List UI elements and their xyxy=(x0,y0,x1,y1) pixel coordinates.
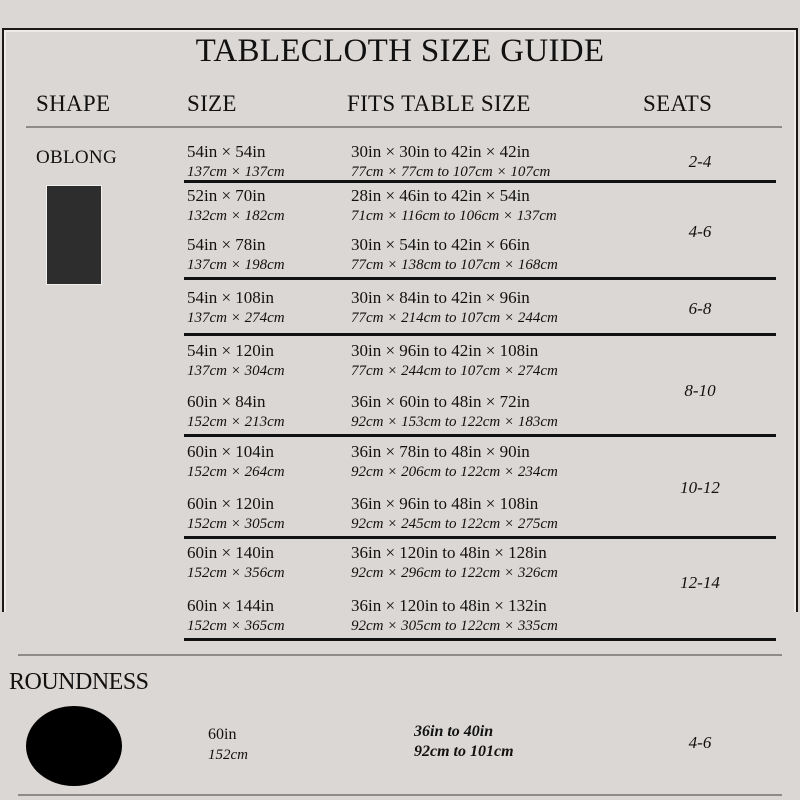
fits-cell xyxy=(351,341,558,381)
size-cm: 152cm × 213cm xyxy=(187,414,285,430)
seats-value: 12-14 xyxy=(680,573,720,592)
fits-cm: 92cm × 153cm to 122cm × 183cm xyxy=(351,414,558,430)
column-header-shape: SHAPE xyxy=(36,91,111,116)
fits-cell xyxy=(351,186,557,226)
fits-in: 28in × 46in to 42in × 54in xyxy=(351,186,530,205)
fits-cm: 92cm × 296cm to 122cm × 326cm xyxy=(351,565,558,581)
table-row xyxy=(187,235,285,275)
row-divider xyxy=(184,536,776,539)
fits-cell xyxy=(351,494,558,534)
fits-in: 30in × 96in to 42in × 108in xyxy=(351,341,539,360)
fits-cell xyxy=(351,442,558,482)
fits-cm: 92cm × 305cm to 122cm × 335cm xyxy=(351,618,558,634)
column-header-seats: SEATS xyxy=(643,91,713,116)
size-in: 60in × 120in xyxy=(187,494,275,513)
seats-value: 6-8 xyxy=(688,299,712,318)
size-cm: 152cm xyxy=(208,747,248,763)
fits-cell xyxy=(351,543,558,583)
table-row xyxy=(187,392,285,432)
round-size-cell xyxy=(208,725,248,765)
round-fits-cell xyxy=(414,722,514,762)
size-cm: 152cm × 356cm xyxy=(187,565,285,581)
size-in: 60in × 84in xyxy=(187,392,266,411)
size-cm: 132cm × 182cm xyxy=(187,208,285,224)
shape-label-round: ROUNDNESS xyxy=(9,669,149,695)
size-in: 60in × 104in xyxy=(187,442,275,461)
table-row xyxy=(187,596,285,636)
fits-in: 36in × 96in to 48in × 108in xyxy=(351,494,539,513)
size-cm: 137cm × 304cm xyxy=(187,363,285,379)
fits-in: 30in × 54in to 42in × 66in xyxy=(351,235,530,254)
size-in: 60in × 140in xyxy=(187,543,275,562)
shape-label-oblong: OBLONG xyxy=(36,147,117,168)
round-seats-value: 4-6 xyxy=(688,733,712,752)
table-row xyxy=(187,142,285,182)
fits-in: 36in × 78in to 48in × 90in xyxy=(351,442,530,461)
page-title: TABLECLOTH SIZE GUIDE xyxy=(195,33,605,69)
fits-cell xyxy=(351,235,558,275)
fits-cm: 92cm × 245cm to 122cm × 275cm xyxy=(351,516,558,532)
size-cm: 152cm × 305cm xyxy=(187,516,285,532)
column-header-size: SIZE xyxy=(187,91,237,116)
bottom-divider xyxy=(18,794,782,796)
fits-cm: 77cm × 214cm to 107cm × 244cm xyxy=(351,310,558,326)
size-in: 54in × 108in xyxy=(187,288,275,307)
table-row xyxy=(187,341,285,381)
fits-in: 30in × 84in to 42in × 96in xyxy=(351,288,530,307)
size-in: 54in × 120in xyxy=(187,341,275,360)
table-row xyxy=(187,186,285,226)
seats-value: 8-10 xyxy=(684,381,716,400)
row-divider xyxy=(184,638,776,641)
rectangle-shape-icon xyxy=(47,186,101,284)
fits-cell xyxy=(351,142,550,182)
fits-cm: 71cm × 116cm to 106cm × 137cm xyxy=(351,208,557,224)
fits-cell xyxy=(351,596,558,636)
fits-in: 36in × 60in to 48in × 72in xyxy=(351,392,530,411)
table-row xyxy=(187,442,285,482)
fits-in: 36in to 40in xyxy=(414,723,494,740)
size-in: 60in × 144in xyxy=(187,596,275,615)
row-divider xyxy=(184,434,776,437)
size-in: 54in × 54in xyxy=(187,142,266,161)
seats-value: 10-12 xyxy=(680,478,720,497)
size-cm: 137cm × 274cm xyxy=(187,310,285,326)
seats-value: 2-4 xyxy=(688,152,712,171)
table-row xyxy=(187,288,285,328)
size-cm: 137cm × 198cm xyxy=(187,257,285,273)
table-row xyxy=(187,494,285,534)
fits-cm: 77cm × 138cm to 107cm × 168cm xyxy=(351,257,558,273)
table-row xyxy=(187,543,285,583)
row-divider xyxy=(184,277,776,280)
fits-in: 36in × 120in to 48in × 132in xyxy=(351,596,547,615)
size-cm: 152cm × 365cm xyxy=(187,618,285,634)
size-in: 52in × 70in xyxy=(187,186,266,205)
column-header-fits: FITS TABLE SIZE xyxy=(347,91,531,116)
fits-cm: 92cm × 206cm to 122cm × 234cm xyxy=(351,464,558,480)
seats-value: 4-6 xyxy=(688,222,712,241)
fits-in: 30in × 30in to 42in × 42in xyxy=(351,142,530,161)
size-cm: 152cm × 264cm xyxy=(187,464,285,480)
fits-cm: 77cm × 244cm to 107cm × 274cm xyxy=(351,363,558,379)
size-in: 54in × 78in xyxy=(187,235,266,254)
fits-cm: 77cm × 77cm to 107cm × 107cm xyxy=(351,164,551,180)
row-divider xyxy=(184,180,776,183)
row-divider xyxy=(184,333,776,336)
size-cm: 137cm × 137cm xyxy=(187,164,285,180)
section-divider xyxy=(18,654,782,656)
fits-cell xyxy=(351,392,558,432)
header-divider xyxy=(26,126,782,128)
fits-cell xyxy=(351,288,558,328)
fits-cm: 92cm to 101cm xyxy=(414,743,514,760)
size-in: 60in xyxy=(208,726,237,743)
fits-in: 36in × 120in to 48in × 128in xyxy=(351,543,547,562)
circle-shape-icon xyxy=(26,706,122,786)
